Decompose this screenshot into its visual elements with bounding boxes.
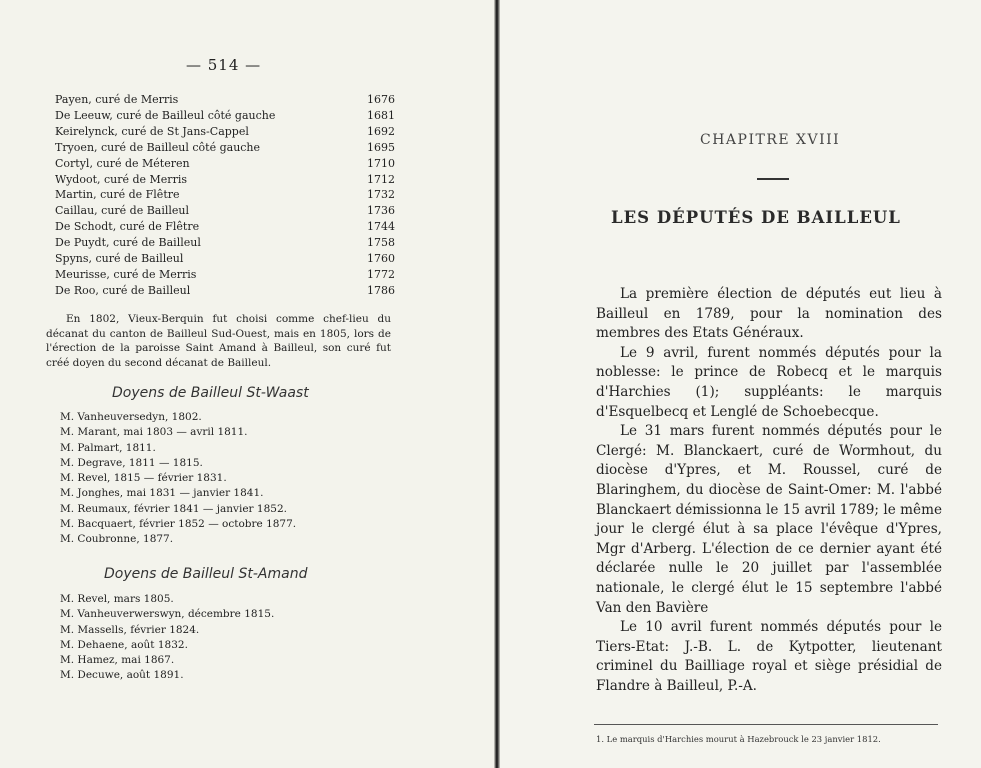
- cure-name: De Roo, curé de Bailleul: [55, 283, 191, 297]
- list-item: M. Coubronne, 1877.: [60, 533, 174, 546]
- cure-name: Meurisse, curé de Merris: [55, 267, 197, 281]
- list-item: M. Bacquaert, février 1852 — octobre 1877.: [60, 518, 297, 531]
- list-item: [55, 203, 395, 219]
- cure-year: 1758: [367, 236, 395, 250]
- page-number: — 514 —: [186, 56, 262, 74]
- list-item: M. Palmart, 1811.: [60, 441, 156, 454]
- doyens-st-waast-list: [60, 410, 296, 548]
- cure-name: Martin, curé de Flêtre: [55, 188, 180, 202]
- cure-name: Tryoen, curé de Bailleul côté gauche: [55, 140, 261, 154]
- doyens-st-amand-list: [60, 592, 274, 684]
- chapter-title: LES DÉPUTÉS DE BAILLEUL: [611, 208, 901, 227]
- list-item: M. Decuwe, août 1891.: [60, 669, 184, 682]
- cure-list: [55, 92, 395, 299]
- heading-st-amand: Doyens de Bailleul St-Amand: [104, 566, 308, 582]
- chapter-label: CHAPITRE XVIII: [700, 132, 841, 148]
- list-item: [55, 140, 395, 156]
- list-item: M. Vanheuversedyn, 1802.: [60, 411, 202, 423]
- cure-name: De Schodt, curé de Flêtre: [55, 220, 200, 234]
- list-item: M. Revel, mars 1805.: [60, 593, 174, 605]
- list-item: M. Jonghes, mai 1831 — janvier 1841.: [60, 487, 264, 500]
- cure-name: Cortyl, curé de Méteren: [55, 156, 190, 170]
- cure-year: 1736: [367, 204, 395, 218]
- cure-year: 1732: [367, 188, 395, 202]
- list-item: [55, 108, 395, 124]
- cure-year: 1786: [367, 283, 395, 297]
- cure-year: 1772: [367, 267, 395, 281]
- cure-name: Caillau, curé de Bailleul: [55, 204, 190, 218]
- cure-year: 1744: [367, 220, 395, 234]
- list-item: [55, 267, 395, 283]
- list-item: [55, 92, 395, 108]
- cure-year: 1692: [367, 124, 395, 138]
- list-item: [55, 156, 395, 172]
- cure-year: 1760: [367, 252, 395, 266]
- decanat-note: En 1802, Vieux-Berquin fut choisi comme chef-lieu du décanat du canton de Bailleul Sud-Ouest, mais en 1805, lors de l'érection de la paroisse Saint Amand à Bailleul, son curé fut créé doyen du second décanat de Bailleul.: [46, 313, 391, 369]
- cure-name: De Puydt, curé de Bailleul: [55, 236, 201, 250]
- chapter-body: [596, 285, 942, 696]
- cure-year: 1676: [367, 93, 395, 106]
- list-item: [55, 251, 395, 267]
- list-item: M. Marant, mai 1803 — avril 1811.: [60, 426, 248, 439]
- cure-name: Payen, curé de Merris: [55, 93, 179, 106]
- cure-name: De Leeuw, curé de Bailleul côté gauche: [55, 108, 276, 122]
- cure-year: 1712: [367, 172, 395, 186]
- list-item: [55, 124, 395, 140]
- cure-year: 1695: [367, 140, 395, 154]
- list-item: M. Massells, février 1824.: [60, 623, 200, 636]
- list-item: M. Degrave, 1811 — 1815.: [60, 456, 203, 469]
- paragraph: Le 31 mars furent nommés députés pour le Clergé: M. Blanckaert, curé de Wormhout, du diocèse d'Ypres, et M. Roussel, curé de Blaringhem, du diocèse de Saint-Omer: M. l'abbé Blanckaert démissionna le 15 avril 1789; le même jour le clergé élut à sa place l'évêque d'Ypres, Mgr d'Arberg. L'élection de ce dernier ayant été déclarée nulle le 20 juillet par l'assemblée nationale, le clergé élut le 15 septembre l'abbé Van den Bavière: [596, 423, 942, 616]
- cure-name: Keirelynck, curé de St Jans-Cappel: [55, 124, 249, 138]
- heading-st-waast: Doyens de Bailleul St-Waast: [112, 385, 309, 401]
- paragraph: Le 9 avril, furent nommés députés pour la noblesse: le prince de Robecq et le marquis d'Harchies (1); suppléants: le marquis d'Esquelbecq et Lenglé de Schoebecque.: [596, 344, 942, 420]
- cure-name: Wydoot, curé de Merris: [55, 172, 187, 186]
- footnote-divider: [594, 724, 938, 725]
- list-item: M. Hamez, mai 1867.: [60, 654, 175, 667]
- list-item: M. Revel, 1815 — février 1831.: [60, 472, 227, 485]
- list-item: M. Reumaux, février 1841 — janvier 1852.: [60, 502, 287, 515]
- list-item: [55, 283, 395, 299]
- cure-year: 1681: [367, 108, 395, 122]
- list-item: [55, 172, 395, 188]
- chapter-divider: [757, 178, 789, 180]
- list-item: [55, 219, 395, 235]
- list-item: M. Vanheuverwerswyn, décembre 1815.: [60, 608, 275, 621]
- list-item: M. Dehaene, août 1832.: [60, 638, 188, 651]
- paragraph: La première élection de députés eut lieu à Bailleul en 1789, pour la nomination des membres des Etats Généraux.: [596, 286, 942, 342]
- paragraph: Le 10 avril furent nommés députés pour le Tiers-Etat: J.-B. L. de Kytpotter, lieutenant criminel du Bailliage royal et siège présidial de Flandre à Bailleul, P.-A.: [596, 619, 942, 694]
- list-item: [55, 187, 395, 203]
- cure-year: 1710: [367, 156, 395, 170]
- cure-name: Spyns, curé de Bailleul: [55, 252, 184, 266]
- list-item: [55, 235, 395, 251]
- footnote: 1. Le marquis d'Harchies mourut à Hazebrouck le 23 janvier 1812.: [596, 734, 881, 744]
